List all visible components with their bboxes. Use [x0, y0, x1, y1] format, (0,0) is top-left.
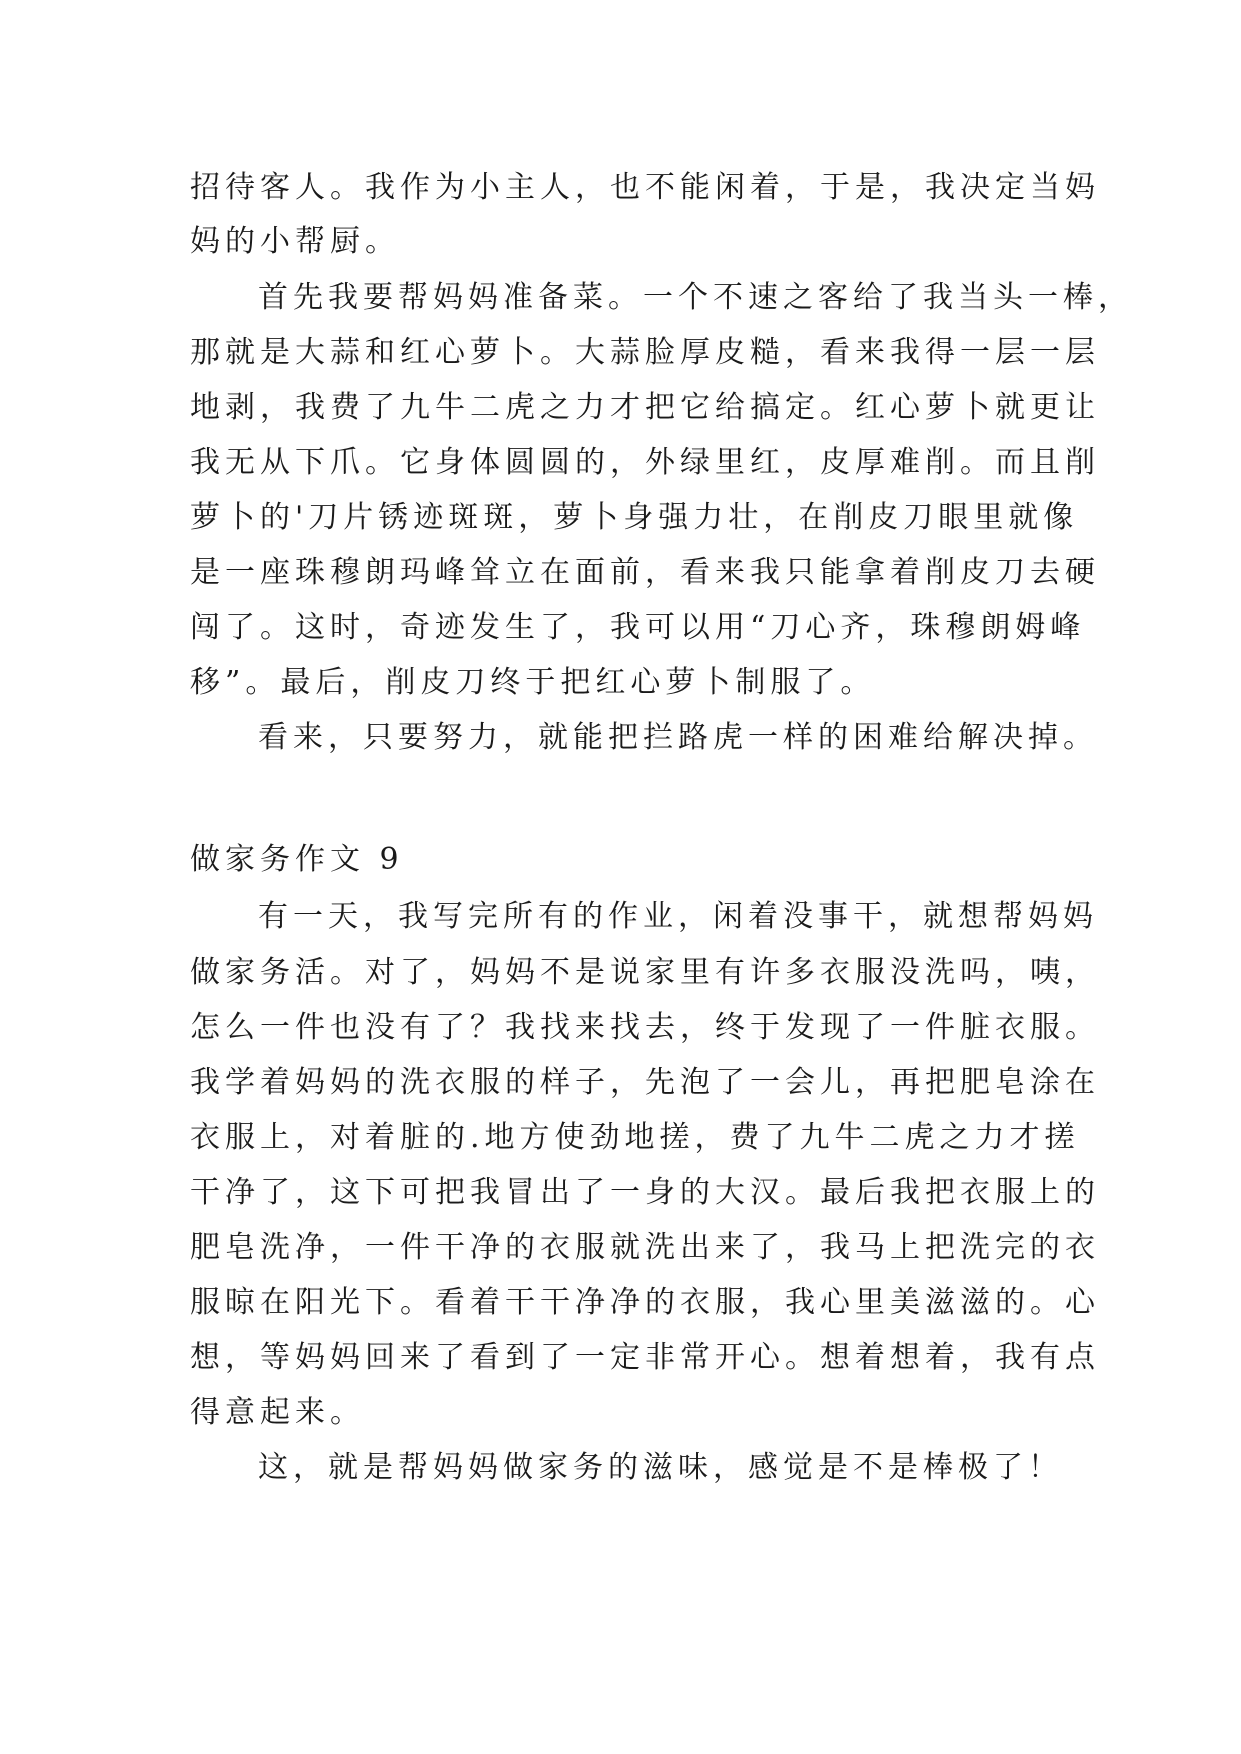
paragraph-line: 看来，只要努力，就能把拦路虎一样的困难给解决掉。 [258, 720, 1098, 755]
paragraph-line: 我无从下爪。它身体圆圆的，外绿里红，皮厚难削。而且削 [190, 445, 1100, 480]
paragraph-line: 肥皂洗净，一件干净的衣服就洗出来了，我马上把洗完的衣 [190, 1230, 1100, 1265]
paragraph-line: 想，等妈妈回来了看到了一定非常开心。想着想着，我有点 [190, 1340, 1100, 1375]
paragraph-line: 得意起来。 [190, 1395, 365, 1430]
paragraph-line: 妈的小帮厨。 [190, 224, 400, 259]
paragraph-line: 那就是大蒜和红心萝卜。大蒜脸厚皮糙，看来我得一层一层 [190, 335, 1100, 370]
paragraph-line: 地剥，我费了九牛二虎之力才把它给搞定。红心萝卜就更让 [190, 390, 1100, 425]
paragraph-line: 是一座珠穆朗玛峰耸立在面前，看来我只能拿着削皮刀去硬 [190, 555, 1100, 590]
paragraph-line: 移”。最后，削皮刀终于把红心萝卜制服了。 [190, 665, 876, 700]
paragraph-line: 做家务活。对了，妈妈不是说家里有许多衣服没洗吗，咦， [190, 955, 1100, 990]
paragraph-line: 招待客人。我作为小主人，也不能闲着，于是，我决定当妈 [190, 170, 1100, 205]
paragraph-line: 有一天，我写完所有的作业，闲着没事干，就想帮妈妈 [258, 899, 1098, 934]
paragraph-line: 我学着妈妈的洗衣服的样子，先泡了一会儿，再把肥皂涂在 [190, 1065, 1100, 1100]
paragraph-line: 首先我要帮妈妈准备菜。一个不速之客给了我当头一棒， [258, 280, 1133, 315]
paragraph-line: 这，就是帮妈妈做家务的滋味，感觉是不是棒极了！ [258, 1450, 1063, 1485]
paragraph-line: 干净了，这下可把我冒出了一身的大汉。最后我把衣服上的 [190, 1175, 1100, 1210]
paragraph-line: 衣服上，对着脏的.地方使劲地搓，费了九牛二虎之力才搓 [190, 1120, 1080, 1155]
section-title: 做家务作文 9 [190, 842, 404, 877]
paragraph-line: 怎么一件也没有了？我找来找去，终于发现了一件脏衣服。 [190, 1010, 1100, 1045]
paragraph-line: 闯了。这时，奇迹发生了，我可以用“刀心齐，珠穆朗姆峰 [190, 610, 1086, 645]
paragraph-line: 萝卜的'刀片锈迹斑斑，萝卜身强力壮，在削皮刀眼里就像 [190, 500, 1079, 535]
paragraph-line: 服晾在阳光下。看着干干净净的衣服，我心里美滋滋的。心 [190, 1285, 1100, 1320]
